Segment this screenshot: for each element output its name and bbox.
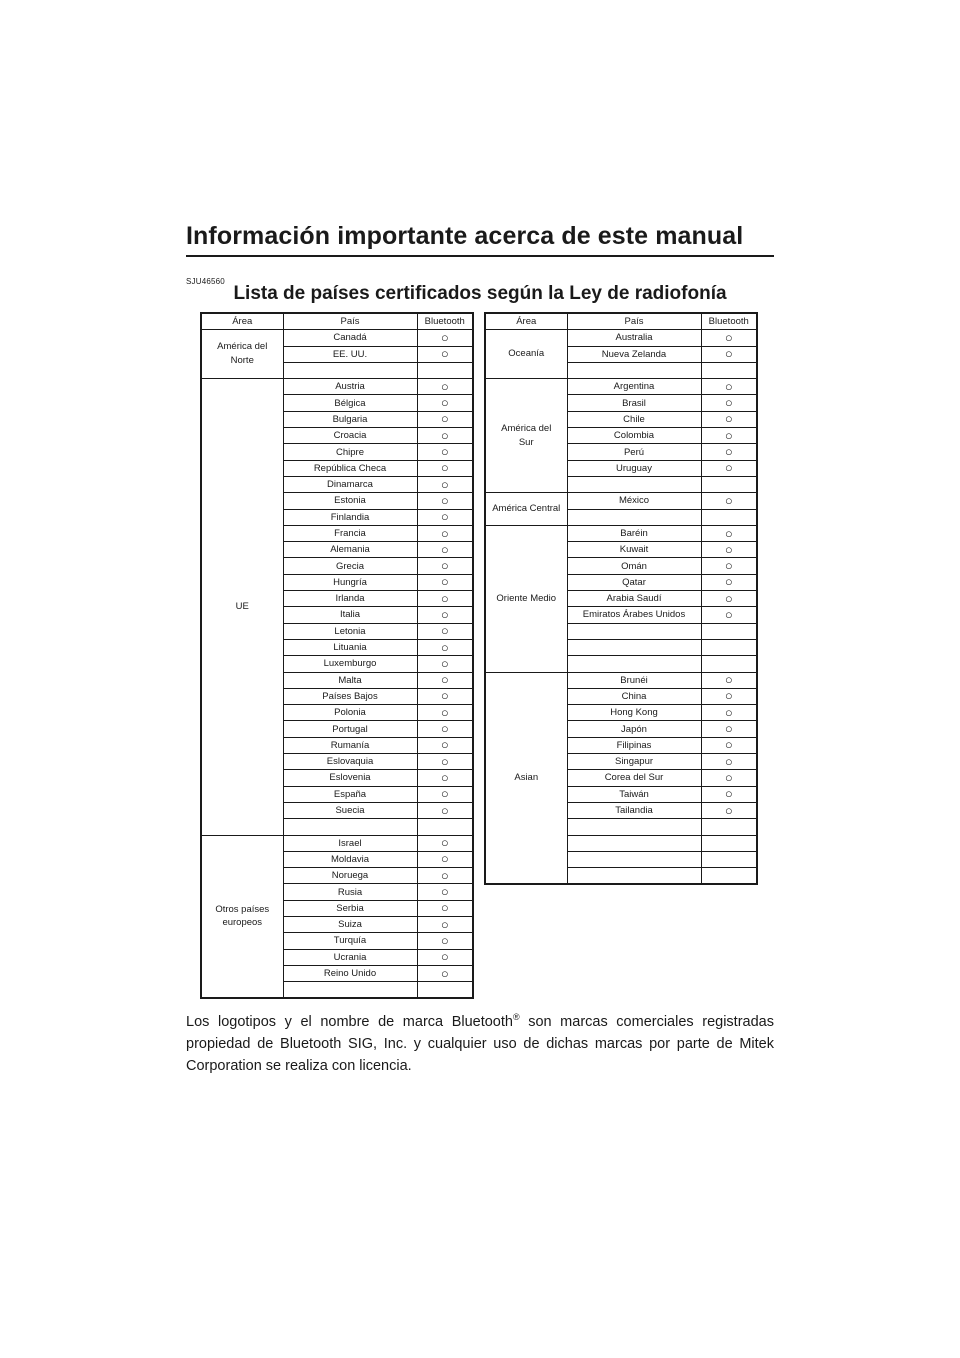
- table-row: [201, 330, 473, 346]
- certified-circle-icon: ○: [440, 802, 449, 818]
- certified-circle-icon: ○: [440, 606, 449, 622]
- country-cell: Nueva Zelanda: [567, 346, 701, 362]
- bluetooth-cell: [701, 754, 757, 770]
- bluetooth-cell: [701, 591, 757, 607]
- country-cell: Australia: [567, 330, 701, 346]
- country-cell: [567, 509, 701, 525]
- area-cell: América del Sur: [485, 379, 567, 493]
- country-cell: Taiwán: [567, 786, 701, 802]
- bluetooth-cell: [417, 868, 473, 884]
- bluetooth-cell: [417, 607, 473, 623]
- certified-circle-icon: ○: [440, 786, 449, 802]
- bluetooth-cell: [701, 802, 757, 818]
- area-cell: América del Norte: [201, 330, 283, 379]
- bluetooth-cell: [701, 721, 757, 737]
- certified-circle-icon: ○: [724, 704, 733, 720]
- bluetooth-cell: [417, 623, 473, 639]
- area-cell: Asian: [485, 672, 567, 884]
- country-cell: Bélgica: [283, 395, 417, 411]
- certified-circle-icon: ○: [440, 460, 449, 476]
- certified-circle-icon: ○: [440, 737, 449, 753]
- country-cell: Serbia: [283, 900, 417, 916]
- certified-circle-icon: ○: [440, 884, 449, 900]
- country-cell: [567, 868, 701, 885]
- certified-circle-icon: ○: [440, 492, 449, 508]
- page-title: Información importante acerca de este manual: [186, 222, 744, 250]
- certified-circle-icon: ○: [440, 867, 449, 883]
- table-row: [485, 525, 757, 541]
- bluetooth-cell: [701, 835, 757, 851]
- bluetooth-cell: [417, 884, 473, 900]
- certified-circle-icon: ○: [440, 835, 449, 851]
- country-cell: Rumanía: [283, 737, 417, 753]
- certified-circle-icon: ○: [440, 769, 449, 785]
- bluetooth-cell: [417, 982, 473, 999]
- bluetooth-cell: [701, 623, 757, 639]
- country-cell: Japón: [567, 721, 701, 737]
- country-cell: Alemania: [283, 542, 417, 558]
- country-cell: Croacia: [283, 428, 417, 444]
- bluetooth-cell: [417, 900, 473, 916]
- certified-circle-icon: ○: [440, 509, 449, 525]
- country-cell: [567, 851, 701, 867]
- bluetooth-cell: [417, 672, 473, 688]
- certified-circle-icon: ○: [440, 704, 449, 720]
- country-cell: Brasil: [567, 395, 701, 411]
- country-cell: EE. UU.: [283, 346, 417, 362]
- certified-circle-icon: ○: [440, 574, 449, 590]
- certified-circle-icon: ○: [724, 574, 733, 590]
- bluetooth-cell: [417, 493, 473, 509]
- country-cell: Polonia: [283, 705, 417, 721]
- country-cell: China: [567, 688, 701, 704]
- certified-circle-icon: ○: [440, 672, 449, 688]
- bluetooth-cell: [701, 476, 757, 492]
- bluetooth-cell: [417, 851, 473, 867]
- bluetooth-cell: [701, 542, 757, 558]
- country-cell: [567, 362, 701, 378]
- country-cell: Rusia: [283, 884, 417, 900]
- certified-circle-icon: ○: [440, 541, 449, 557]
- bluetooth-cell: [701, 705, 757, 721]
- certified-circle-icon: ○: [724, 492, 733, 508]
- certified-circle-icon: ○: [724, 558, 733, 574]
- bluetooth-cell: [417, 639, 473, 655]
- certified-circle-icon: ○: [724, 346, 733, 362]
- bluetooth-cell: [417, 395, 473, 411]
- bluetooth-cell: [417, 965, 473, 981]
- certified-circle-icon: ○: [440, 558, 449, 574]
- country-cell: Singapur: [567, 754, 701, 770]
- bluetooth-cell: [417, 346, 473, 362]
- bluetooth-cell: [701, 509, 757, 525]
- area-cell: UE: [201, 379, 283, 835]
- country-cell: Filipinas: [567, 737, 701, 753]
- certified-circle-icon: ○: [724, 721, 733, 737]
- country-cell: Brunéi: [567, 672, 701, 688]
- country-cell: Hungría: [283, 574, 417, 590]
- certified-circle-icon: ○: [724, 411, 733, 427]
- country-cell: Tailandia: [567, 802, 701, 818]
- country-cell: Moldavia: [283, 851, 417, 867]
- bluetooth-cell: [417, 754, 473, 770]
- certified-circle-icon: ○: [724, 769, 733, 785]
- bluetooth-cell: [417, 786, 473, 802]
- country-cell: Estonia: [283, 493, 417, 509]
- country-cell: [283, 982, 417, 999]
- certified-circle-icon: ○: [724, 786, 733, 802]
- certified-circle-icon: ○: [724, 753, 733, 769]
- table-header-row: [485, 313, 757, 330]
- country-cell: Luxemburgo: [283, 656, 417, 672]
- certified-circle-icon: ○: [440, 721, 449, 737]
- table-header-row: [201, 313, 473, 330]
- certified-circle-icon: ○: [440, 623, 449, 639]
- country-cell: [567, 476, 701, 492]
- bluetooth-cell: [701, 525, 757, 541]
- bluetooth-cell: [701, 851, 757, 867]
- bluetooth-cell: [701, 672, 757, 688]
- certified-circle-icon: ○: [724, 378, 733, 394]
- bluetooth-cell: [417, 330, 473, 346]
- certified-circle-icon: ○: [440, 427, 449, 443]
- country-cell: México: [567, 493, 701, 509]
- bluetooth-cell: [417, 411, 473, 427]
- country-cell: Lituania: [283, 639, 417, 655]
- certified-circle-icon: ○: [440, 753, 449, 769]
- country-cell: Canadá: [283, 330, 417, 346]
- bluetooth-cell: [417, 916, 473, 932]
- bluetooth-cell: [417, 737, 473, 753]
- certified-circle-icon: ○: [440, 329, 449, 345]
- bluetooth-cell: [701, 460, 757, 476]
- bluetooth-cell: [701, 737, 757, 753]
- certified-circle-icon: ○: [440, 378, 449, 394]
- area-cell: Oriente Medio: [485, 525, 567, 672]
- area-cell: América Central: [485, 493, 567, 526]
- certified-circle-icon: ○: [724, 672, 733, 688]
- country-cell: Países Bajos: [283, 688, 417, 704]
- bluetooth-cell: [701, 786, 757, 802]
- bluetooth-cell: [417, 705, 473, 721]
- certified-countries-table-right: [484, 312, 758, 885]
- certified-circle-icon: ○: [440, 851, 449, 867]
- country-cell: Suiza: [283, 916, 417, 932]
- country-cell: Austria: [283, 379, 417, 395]
- country-cell: Kuwait: [567, 542, 701, 558]
- bluetooth-cell: [417, 574, 473, 590]
- header-area: Área: [485, 313, 567, 330]
- country-cell: Irlanda: [283, 591, 417, 607]
- bluetooth-cell: [417, 558, 473, 574]
- area-cell: Otros países europeos: [201, 835, 283, 998]
- country-cell: Francia: [283, 525, 417, 541]
- title-rule: [186, 255, 774, 257]
- bluetooth-cell: [417, 379, 473, 395]
- table-row: [201, 835, 473, 851]
- bluetooth-cell: [701, 411, 757, 427]
- bluetooth-cell: [701, 770, 757, 786]
- certified-circle-icon: ○: [440, 965, 449, 981]
- certified-circle-icon: ○: [440, 525, 449, 541]
- country-cell: Emiratos Árabes Unidos: [567, 607, 701, 623]
- country-cell: Suecia: [283, 802, 417, 818]
- table-row: [485, 493, 757, 509]
- notice-text-start: Los logotipos y el nombre de marca Bluetooth: [186, 1013, 513, 1030]
- country-cell: [567, 656, 701, 672]
- country-cell: Perú: [567, 444, 701, 460]
- country-cell: Letonia: [283, 623, 417, 639]
- bluetooth-cell: [701, 444, 757, 460]
- bluetooth-cell: [417, 509, 473, 525]
- certified-circle-icon: ○: [440, 590, 449, 606]
- bluetooth-cell: [417, 721, 473, 737]
- certified-circle-icon: ○: [440, 916, 449, 932]
- certified-circle-icon: ○: [440, 444, 449, 460]
- certified-circle-icon: ○: [440, 346, 449, 362]
- section-code: SJU46560: [186, 277, 225, 286]
- bluetooth-cell: [417, 362, 473, 378]
- bluetooth-cell: [701, 656, 757, 672]
- bluetooth-cell: [701, 574, 757, 590]
- country-cell: Israel: [283, 835, 417, 851]
- table-row: [485, 672, 757, 688]
- bluetooth-cell: [701, 362, 757, 378]
- bluetooth-cell: [417, 949, 473, 965]
- certified-circle-icon: ○: [724, 329, 733, 345]
- country-cell: España: [283, 786, 417, 802]
- bluetooth-cell: [701, 395, 757, 411]
- bluetooth-cell: [701, 493, 757, 509]
- bluetooth-cell: [417, 444, 473, 460]
- header-country: País: [283, 313, 417, 330]
- bluetooth-cell: [417, 819, 473, 835]
- bluetooth-trademark-notice: [186, 1011, 774, 1077]
- country-cell: Uruguay: [567, 460, 701, 476]
- certified-circle-icon: ○: [724, 541, 733, 557]
- certified-circle-icon: ○: [724, 802, 733, 818]
- bluetooth-cell: [701, 688, 757, 704]
- certified-circle-icon: ○: [724, 606, 733, 622]
- country-cell: Corea del Sur: [567, 770, 701, 786]
- certified-circle-icon: ○: [440, 932, 449, 948]
- country-cell: [567, 819, 701, 835]
- bluetooth-cell: [417, 428, 473, 444]
- section-heading: Lista de países certificados según la Ley de radiofonía: [233, 283, 727, 304]
- bluetooth-cell: [417, 542, 473, 558]
- certified-circle-icon: ○: [440, 949, 449, 965]
- country-cell: Baréin: [567, 525, 701, 541]
- bluetooth-cell: [417, 460, 473, 476]
- table-row: [485, 330, 757, 346]
- country-cell: [567, 835, 701, 851]
- country-cell: Italia: [283, 607, 417, 623]
- country-cell: Dinamarca: [283, 476, 417, 492]
- bluetooth-cell: [701, 428, 757, 444]
- bluetooth-cell: [417, 656, 473, 672]
- country-cell: Turquía: [283, 933, 417, 949]
- certified-circle-icon: ○: [724, 737, 733, 753]
- country-cell: Hong Kong: [567, 705, 701, 721]
- bluetooth-cell: [701, 819, 757, 835]
- bluetooth-cell: [701, 607, 757, 623]
- area-cell: Oceanía: [485, 330, 567, 379]
- certified-circle-icon: ○: [440, 688, 449, 704]
- certified-circle-icon: ○: [440, 639, 449, 655]
- certified-circle-icon: ○: [724, 395, 733, 411]
- certified-circle-icon: ○: [440, 900, 449, 916]
- bluetooth-cell: [701, 330, 757, 346]
- country-cell: Ucrania: [283, 949, 417, 965]
- country-cell: Portugal: [283, 721, 417, 737]
- bluetooth-cell: [417, 476, 473, 492]
- certified-circle-icon: ○: [724, 444, 733, 460]
- certified-circle-icon: ○: [724, 590, 733, 606]
- country-cell: Noruega: [283, 868, 417, 884]
- country-cell: Eslovaquia: [283, 754, 417, 770]
- country-cell: [567, 623, 701, 639]
- header-bluetooth: Bluetooth: [417, 313, 473, 330]
- table-row: [201, 379, 473, 395]
- certified-circle-icon: ○: [724, 427, 733, 443]
- country-cell: Arabia Saudí: [567, 591, 701, 607]
- country-cell: [283, 819, 417, 835]
- bluetooth-cell: [701, 639, 757, 655]
- bluetooth-cell: [417, 770, 473, 786]
- country-cell: Qatar: [567, 574, 701, 590]
- registered-mark: ®: [512, 1011, 520, 1022]
- country-cell: Eslovenia: [283, 770, 417, 786]
- table-row: [485, 379, 757, 395]
- country-cell: República Checa: [283, 460, 417, 476]
- country-cell: Bulgaria: [283, 411, 417, 427]
- bluetooth-cell: [417, 933, 473, 949]
- header-area: Área: [201, 313, 283, 330]
- header-country: País: [567, 313, 701, 330]
- country-cell: [283, 362, 417, 378]
- certified-circle-icon: ○: [724, 688, 733, 704]
- country-cell: Chile: [567, 411, 701, 427]
- bluetooth-cell: [417, 525, 473, 541]
- certified-circle-icon: ○: [440, 655, 449, 671]
- certified-circle-icon: ○: [440, 395, 449, 411]
- bluetooth-cell: [417, 802, 473, 818]
- country-cell: Malta: [283, 672, 417, 688]
- certified-circle-icon: ○: [440, 411, 449, 427]
- country-cell: Omán: [567, 558, 701, 574]
- certified-circle-icon: ○: [724, 460, 733, 476]
- notice-text-end: son marcas comerciales registradas propiedad de Bluetooth SIG, Inc. y cualquier uso de dichas marcas por parte de Mitek Corporation se realiza con licencia.: [186, 1013, 774, 1074]
- country-cell: [567, 639, 701, 655]
- bluetooth-cell: [701, 346, 757, 362]
- certified-circle-icon: ○: [724, 525, 733, 541]
- bluetooth-cell: [701, 379, 757, 395]
- country-cell: Argentina: [567, 379, 701, 395]
- country-cell: Finlandia: [283, 509, 417, 525]
- country-cell: Grecia: [283, 558, 417, 574]
- header-bluetooth: Bluetooth: [701, 313, 757, 330]
- bluetooth-cell: [417, 591, 473, 607]
- certified-circle-icon: ○: [440, 476, 449, 492]
- bluetooth-cell: [417, 835, 473, 851]
- bluetooth-cell: [701, 868, 757, 885]
- country-cell: Reino Unido: [283, 965, 417, 981]
- bluetooth-cell: [417, 688, 473, 704]
- country-cell: Colombia: [567, 428, 701, 444]
- bluetooth-cell: [701, 558, 757, 574]
- country-cell: Chipre: [283, 444, 417, 460]
- certified-countries-table-left: [200, 312, 474, 999]
